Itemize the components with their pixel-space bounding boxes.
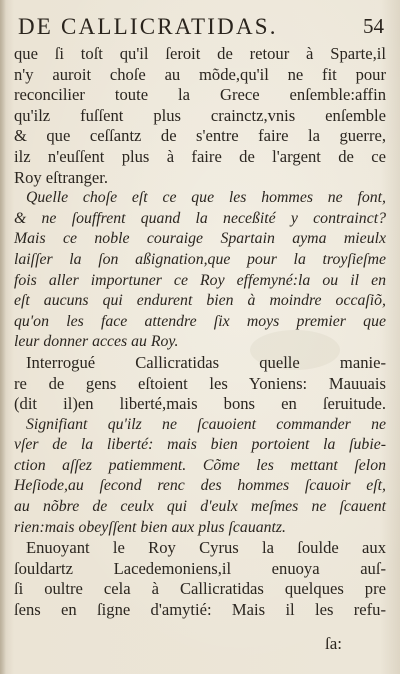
text-line: Mais ce noble couraige Spartain ayma mieulx [14,230,386,248]
text-line: & ne ſouffrent quand la neceßité y contrainct? [14,209,386,227]
text-line: Enuoyant le Roy Cyrus la ſoulde aux [26,538,386,558]
text-line: Heſiode,au ſecond renc des hommes ſcauoir eſt, [14,477,386,495]
catchword: ſa: [325,634,342,653]
text-line: ction aſſez patiemment. Cõme les mettant ſelon [14,456,386,474]
text-line: au nõbre de ceulx qui d'eulx meſmes ne ſcauent [14,498,386,516]
page-gutter-shadow [0,0,6,674]
text-line: que ſi toſt qu'il ſeroit de retour à Sparte,il [14,44,386,63]
text-line: reconcilier toute la Grece enſemble:affin [14,85,386,105]
text-line: Roy eſtranger. [14,167,109,187]
text-line: & que ceſſantz de s'entre faire la guerre, [14,126,386,146]
text-line: ſi oultre cela à Callicratidas quelques pre [14,579,386,599]
running-title: DE CALLICRATIDAS. [18,14,278,39]
text-line: qu'on les face attendre ſix moys premier que [14,312,386,330]
page-number: 54 [363,14,384,38]
text-line: Signifiant qu'ilz ne ſcauoient commander ne [26,415,386,433]
running-header [18,14,390,42]
text-line: (dit il)en liberté,mais bons en ſeruitude. [14,394,386,414]
text-block [14,44,386,621]
text-line: n'y auroit choſe au mõde,qu'il ne fit pour [14,64,386,84]
text-line: re de gens eſtoient les Yoniens: Mauuais [14,373,386,393]
text-line: Quelle choſe eſt ce que les hommes ne font, [26,189,386,207]
text-line: laiſſer la ſon aßignation,que pour la troyſieſme [14,250,386,268]
text-line: Interrogué Callicratidas quelle manie- [26,352,386,372]
text-line: eſt aucuns qui endurent bien à moindre occaſiõ, [14,292,386,310]
text-line: fois aller importuner ce Roy effemyné:la ou il en [14,271,386,289]
text-line: rien:mais obeyſſent bien aux plus ſcauantz. [14,518,287,536]
text-line: vſer de la liberté: mais bien portoient la ſubie- [14,436,386,454]
text-line: leur donner acces au Roy. [14,333,179,351]
text-line: ilz n'euſſent plus à faire de l'argent de ce [14,146,386,166]
text-line: ſens en ſigne d'amytié: Mais il les refu- [14,600,386,620]
text-line: ſouldartz Lacedemoniens,il enuoya auſ- [14,558,386,578]
text-line: qu'ilz fuſſent plus crainctz,vnis enſemble [14,105,386,125]
